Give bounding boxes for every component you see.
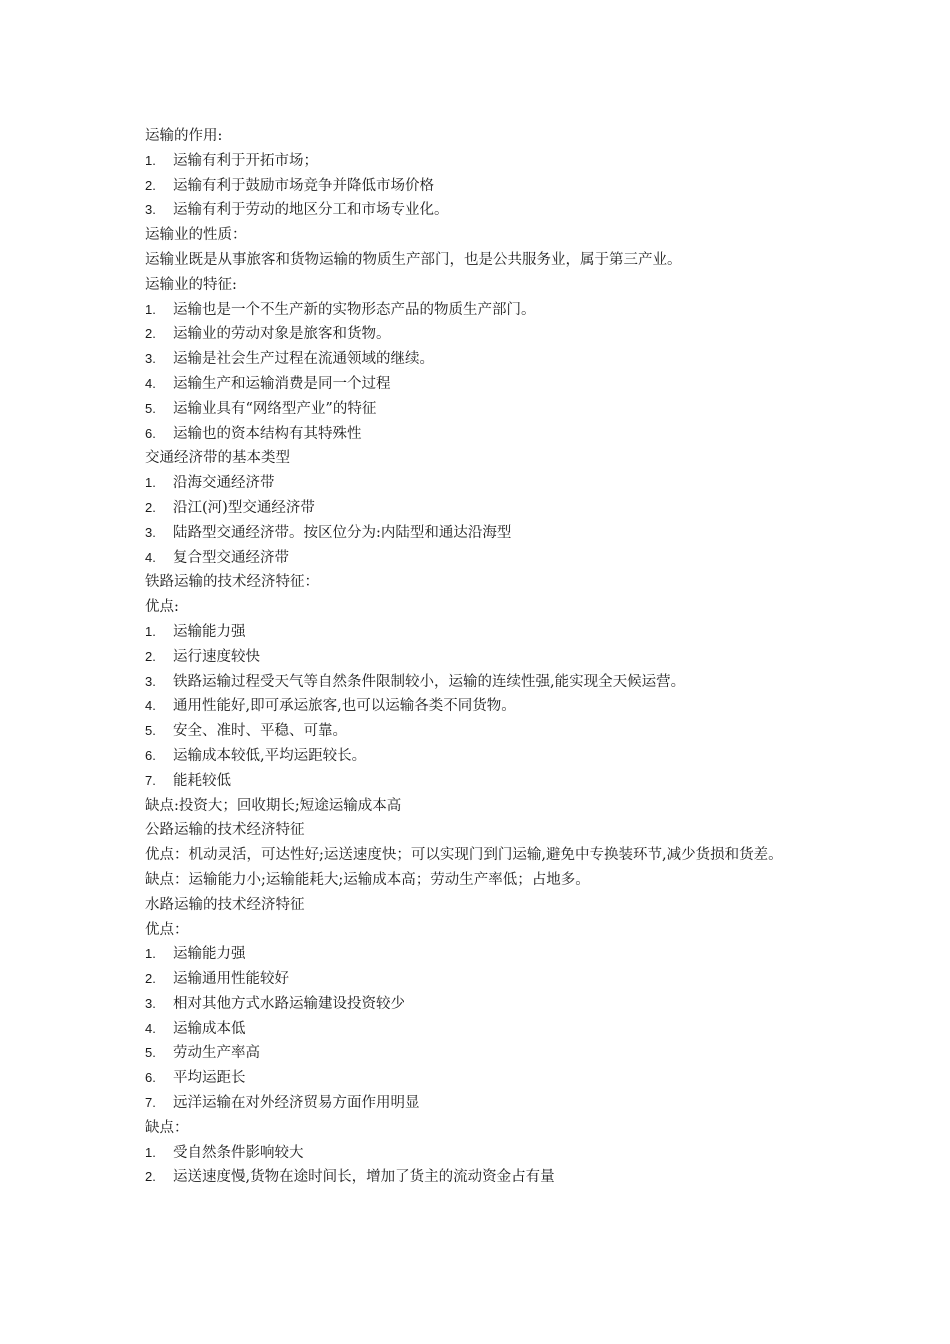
list-item <box>145 546 820 571</box>
text-line: 优点: <box>145 599 179 616</box>
list-item <box>145 670 820 695</box>
list-item-text: 运输也的资本结构有其特殊性 <box>173 425 362 442</box>
list-item-text: 受自然条件影响较大 <box>173 1144 304 1161</box>
list-item-text: 运输能力强 <box>173 623 246 640</box>
list-item <box>145 744 820 769</box>
list-item <box>145 769 820 794</box>
list-item-text: 运输生产和运输消费是同一个过程 <box>173 375 391 392</box>
list-item <box>145 967 820 992</box>
list-item-number: 4. <box>145 1020 156 1036</box>
list-item-text: 运输能力强 <box>173 946 246 963</box>
list-item-number: 7. <box>145 1095 156 1111</box>
list-item-text: 运输通用性能较好 <box>173 971 289 988</box>
list-item <box>145 1041 820 1066</box>
list-item <box>145 372 820 397</box>
list-item <box>145 149 820 174</box>
list-item <box>145 174 820 199</box>
list-item-number: 2. <box>145 1169 156 1185</box>
list-item <box>145 1066 820 1091</box>
text-line: 运输业的性质： <box>145 227 247 244</box>
list-item <box>145 992 820 1017</box>
list-item <box>145 620 820 645</box>
list-item-text: 陆路型交通经济带。按区位分为:内陆型和通达沿海型 <box>173 524 512 541</box>
list-item-number: 3. <box>145 202 156 218</box>
list-item <box>145 694 820 719</box>
list-item-text: 复合型交通经济带 <box>173 549 289 566</box>
list-item-text: 运输也是一个不生产新的实物形态产品的物质生产部门。 <box>173 301 536 318</box>
document-page <box>145 124 820 1190</box>
list-item-text: 平均运距长 <box>173 1070 246 1087</box>
list-item-number: 6. <box>145 425 156 441</box>
list-item-text: 相对其他方式水路运输建设投资较少 <box>173 995 405 1012</box>
text-line: 缺点:投资大；回收期长;短途运输成本高 <box>145 797 402 814</box>
list-item-number: 1. <box>145 152 156 168</box>
list-item-text: 运输有利于开拓市场； <box>173 152 318 169</box>
list-item-number: 3. <box>145 524 156 540</box>
list-item <box>145 1165 820 1190</box>
list-item <box>145 347 820 372</box>
list-item-text: 沿海交通经济带 <box>173 475 275 492</box>
list-item-number: 6. <box>145 747 156 763</box>
list-item-number: 2. <box>145 971 156 987</box>
list-item-text: 运输业具有“网络型产业”的特征 <box>173 400 377 417</box>
text-line: 运输的作用: <box>145 128 223 144</box>
list-item <box>145 298 820 323</box>
list-item-number: 6. <box>145 1070 156 1086</box>
list-item <box>145 719 820 744</box>
list-item <box>145 322 820 347</box>
list-item-number: 4. <box>145 698 156 714</box>
list-item-text: 运行速度较快 <box>173 648 260 665</box>
text-line: 水路运输的技术经济特征 <box>145 896 305 913</box>
text-line: 缺点： <box>145 1119 189 1136</box>
text-line: 运输业的特征: <box>145 276 237 293</box>
list-item-text: 运输成本低 <box>173 1020 246 1037</box>
list-item <box>145 645 820 670</box>
list-item <box>145 496 820 521</box>
text-line: 缺点：运输能力小;运输能耗大;运输成本高；劳动生产率低；占地多。 <box>145 871 590 888</box>
list-item-text: 沿江(河)型交通经济带 <box>173 499 315 516</box>
paragraph: 优点：机动灵活，可达性好;运送速度快；可以实现门到门运输,避免中专换装环节,减少货损和货差。 <box>145 847 783 864</box>
list-item-text: 运输有利于劳动的地区分工和市场专业化。 <box>173 202 449 219</box>
list-item-text: 运输有利于鼓励市场竞争并降低市场价格 <box>173 177 434 194</box>
list-item <box>145 1017 820 1042</box>
list-item-number: 1. <box>145 946 156 962</box>
list-item <box>145 198 820 223</box>
list-item-number: 1. <box>145 301 156 317</box>
list-item-text: 运送速度慢,货物在途时间长，增加了货主的流动资金占有量 <box>173 1169 555 1186</box>
text-line: 运输业既是从事旅客和货物运输的物质生产部门，也是公共服务业，属于第三产业。 <box>145 251 682 268</box>
list-item-number: 5. <box>145 400 156 416</box>
list-item-text: 远洋运输在对外经济贸易方面作用明显 <box>173 1095 420 1112</box>
list-item-number: 1. <box>145 623 156 639</box>
list-item-text: 通用性能好,即可承运旅客,也可以运输各类不同货物。 <box>173 698 516 715</box>
list-item <box>145 397 820 422</box>
list-item-number: 3. <box>145 673 156 689</box>
list-item <box>145 1091 820 1116</box>
list-item-text: 运输是社会生产过程在流通领域的继续。 <box>173 351 434 368</box>
text-line: 铁路运输的技术经济特征： <box>145 574 319 591</box>
list-item <box>145 422 820 447</box>
list-item-text: 劳动生产率高 <box>173 1045 260 1062</box>
list-item-number: 2. <box>145 326 156 342</box>
list-item-number: 4. <box>145 375 156 391</box>
list-item-text: 安全、准时、平稳、可靠。 <box>173 723 347 740</box>
list-item <box>145 471 820 496</box>
list-item-number: 5. <box>145 723 156 739</box>
list-item-number: 2. <box>145 499 156 515</box>
list-item <box>145 1141 820 1166</box>
list-item-number: 4. <box>145 549 156 565</box>
list-item-number: 1. <box>145 475 156 491</box>
list-item-number: 3. <box>145 351 156 367</box>
list-item-number: 2. <box>145 177 156 193</box>
text-line: 公路运输的技术经济特征 <box>145 822 305 839</box>
list-item-text: 能耗较低 <box>173 772 231 789</box>
list-item-number: 5. <box>145 1045 156 1061</box>
list-item-text: 铁路运输过程受天气等自然条件限制较小，运输的连续性强,能实现全天候运营。 <box>173 673 686 690</box>
list-item-text: 运输成本较低,平均运距较长。 <box>173 747 367 764</box>
list-item-text: 运输业的劳动对象是旅客和货物。 <box>173 326 391 343</box>
text-line: 交通经济带的基本类型 <box>145 450 290 467</box>
list-item-number: 2. <box>145 648 156 664</box>
text-line: 优点： <box>145 921 189 938</box>
list-item-number: 3. <box>145 995 156 1011</box>
list-item <box>145 521 820 546</box>
list-item <box>145 942 820 967</box>
list-item-number: 7. <box>145 772 156 788</box>
list-item-number: 1. <box>145 1144 156 1160</box>
